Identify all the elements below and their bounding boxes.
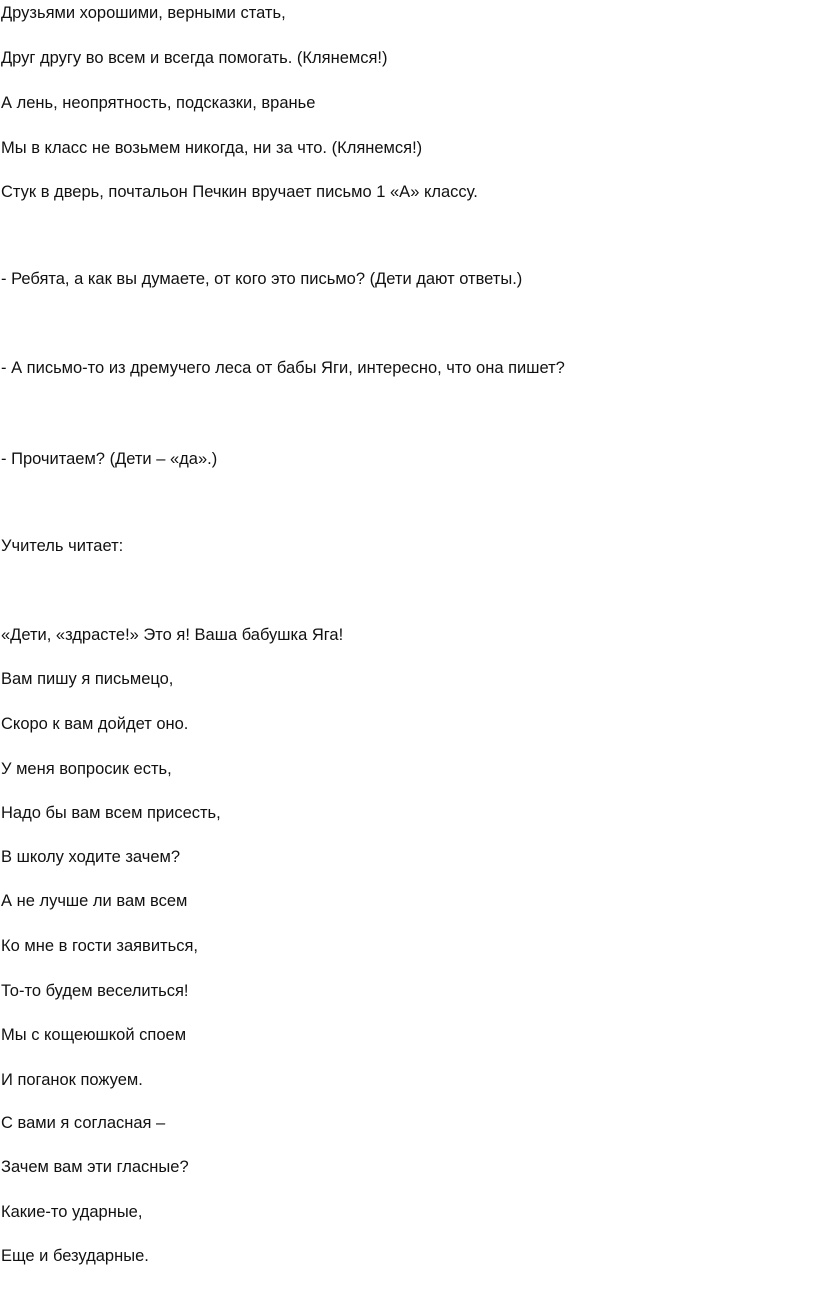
text-line: И поганок пожуем. <box>1 1071 143 1089</box>
text-line: Ко мне в гости заявиться, <box>1 937 198 955</box>
text-line: - Прочитаем? (Дети – «да».) <box>1 450 218 468</box>
text-line: Скоро к вам дойдет оно. <box>1 715 189 733</box>
text-line: То-то будем веселиться! <box>1 982 189 1000</box>
text-line: Учитель читает: <box>1 537 124 555</box>
text-line: Еще и безударные. <box>1 1247 149 1265</box>
text-line: А лень, неопрятность, подсказки, вранье <box>1 94 316 112</box>
text-line: Стук в дверь, почтальон Печкин вручает письмо 1 «А» классу. <box>1 183 478 201</box>
text-line: Надо бы вам всем присесть, <box>1 804 221 822</box>
text-line: Зачем вам эти гласные? <box>1 1158 189 1176</box>
text-line: Вам пишу я письмецо, <box>1 670 174 688</box>
text-line: Мы в класс не возьмем никогда, ни за что. (Клянемся!) <box>1 139 423 157</box>
text-line: У меня вопросик есть, <box>1 760 172 778</box>
text-line: Друзьями хорошими, верными стать, <box>1 4 286 22</box>
text-line: С вами я согласная – <box>1 1114 166 1132</box>
text-line: В школу ходите зачем? <box>1 848 181 866</box>
text-line: Друг другу во всем и всегда помогать. (Клянемся!) <box>1 49 388 67</box>
text-line: А не лучше ли вам всем <box>1 892 188 910</box>
text-line: «Дети, «здрасте!» Это я! Ваша бабушка Яга! <box>1 626 344 644</box>
text-line: Какие-то ударные, <box>1 1203 143 1221</box>
text-line: - Ребята, а как вы думаете, от кого это письмо? (Дети дают ответы.) <box>1 270 523 288</box>
text-line: - А письмо-то из дремучего леса от бабы Яги, интересно, что она пишет? <box>1 359 565 377</box>
text-line: Мы с кощеюшкой споем <box>1 1026 187 1044</box>
